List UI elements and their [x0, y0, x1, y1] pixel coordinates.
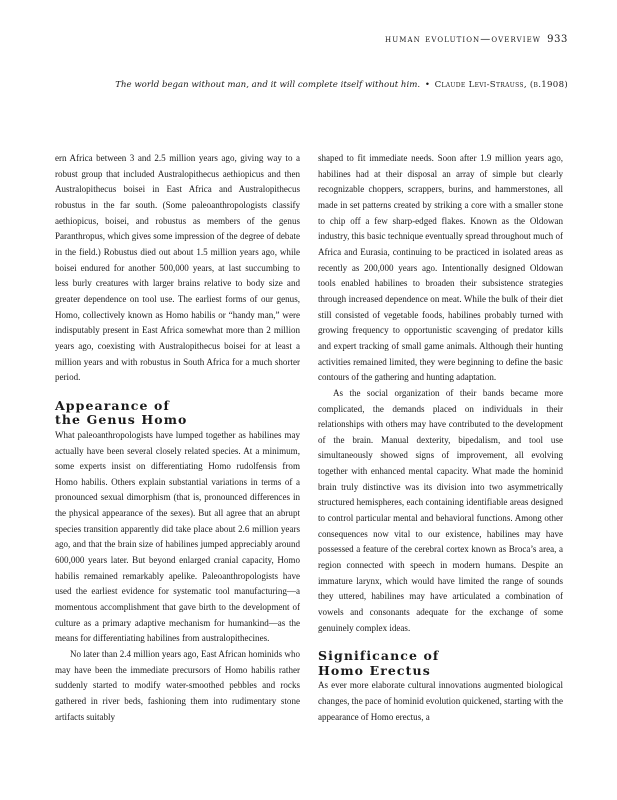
right-paragraph-continued: shaped to fit immediate needs. Soon after 1.9 million years ago, habilines had at their disposal an array of simple but clearly recognizable choppers, scrappers, burins, and hammerstones, all made in set patterns created by striking a core with a smaller stone to chip off a few sharp-edged flakes. Known as the Oldowan industry, this basic technique eventually spread throughout much of Africa and Eurasia, continuing to be practiced in isolated areas as recently as 200,000 years ago. Intentionally designed Oldowan tools enabled habilines to broaden their subsistence strategies through increased dependence on meat. While the bulk of their diet still consisted of vegetable foods, habilines probably turned with growing frequency to opportunistic scavenging of predator kills and expert tracking of small game animals. Although their hunting activities remained limited, they were beginning to define the basic contours of the gathering and hunting adaptation.: [318, 153, 563, 383]
left-paragraph-2: What paleoanthropologists have lumped together as habilines may actually have been several closely related species. At a minimum, some experts insist on differentiating Homo rudolfensis from Homo habilis. Others explain substantial variations in terms of a pronounced sexual dimorphism (that is, pronounced differences in the physical appearance of the sexes). But all agree that an abrupt species transition apparently did take place about 2.6 million years ago, and that the brain size of habilines jumped appreciably around 600,000 years later. But beyond enlarged cranial capacity, Homo habilis remained remarkably apelike. Paleoanthropologists have used the earliest evidence for systematic tool manufacturing—a momentous accomplishment that gave birth to the development of culture as a primary adaptive mechanism for humankind—as the means for differentiating habilines from australopithecines.: [55, 429, 300, 644]
epigraph-quote: The world began without man, and it will complete itself without him.: [115, 80, 421, 90]
heading-appearance-of-genus-homo: [55, 386, 300, 428]
right-column: [318, 151, 563, 725]
page-number: 933: [547, 34, 568, 45]
left-paragraph-3: No later than 2.4 million years ago, East African hominids who may have been the immediate precursors of Homo habilis rather suddenly started to modify water-smoothed pebbles and rocks gathered in river beds, fashioning them into rudimentary stone artifacts suitably: [55, 649, 300, 722]
heading-line-1: Appearance of: [55, 397, 170, 413]
left-column: [55, 151, 300, 725]
epigraph-attribution: Claude Levi-Strauss, (b.1908): [434, 80, 568, 90]
epigraph-bullet: •: [424, 80, 430, 90]
left-paragraph-continued: ern Africa between 3 and 2.5 million years ago, giving way to a robust group that included Australopithecus aethiopicus and then Australopithecus boisei in East Africa and Australopithecus robustus in the far south. (Some paleoanthropologists classify aethiopicus, boisei, and robustus as members of the genus Paranthropus, which gives some impression of the degree of debate in the field.) Robustus died out about 1.5 million years ago, while boisei endured for another 500,000 years, at last succumbing to less burly creatures with larger brains relative to body size and greater dependence on tool use. The earliest forms of our genus, Homo, collectively known as Homo habilis or “handy man,” were indisputably present in East Africa somewhat more than 2 million years ago, coexisting with Australopithecus boisei for at least a million years and with robustus in South Africa for a much shorter period.: [55, 153, 300, 383]
running-title: human evolution—overview: [385, 34, 542, 45]
heading-line-2: the Genus Homo: [55, 412, 188, 428]
heading-significance-of-homo-erectus: [318, 636, 563, 678]
heading-line-2: Homo Erectus: [318, 662, 431, 678]
running-head: [385, 34, 568, 45]
right-paragraph-2: As the social organization of their bands became more complicated, the demands placed on individuals in their relationships with others may have contributed to the development of the brain. Manual dexterity, bipedalism, and tool use simultaneously showed signs of improvement, all evolving together with enhanced mental capacity. What made the hominid brain truly distinctive was its division into two asymmetrically structured hemispheres, each containing identifiable areas designed to control particular mental and behavioral functions. Among other consequences now vital to our existence, habilines may have possessed a feature of the cerebral cortex known as Broca’s area, a region connected with speech in modern humans. Despite an immature larynx, which would have limited the range of sounds they uttered, habilines may have articulated a combination of vowels and consonants adequate for the exchange of some genuinely complex ideas.: [318, 387, 563, 633]
right-paragraph-3: As ever more elaborate cultural innovations augmented biological changes, the pace of hominid evolution quickened, starting with the appearance of Homo erectus, a: [318, 680, 563, 722]
epigraph: [115, 80, 568, 90]
heading-line-1: Significance of: [318, 648, 440, 664]
